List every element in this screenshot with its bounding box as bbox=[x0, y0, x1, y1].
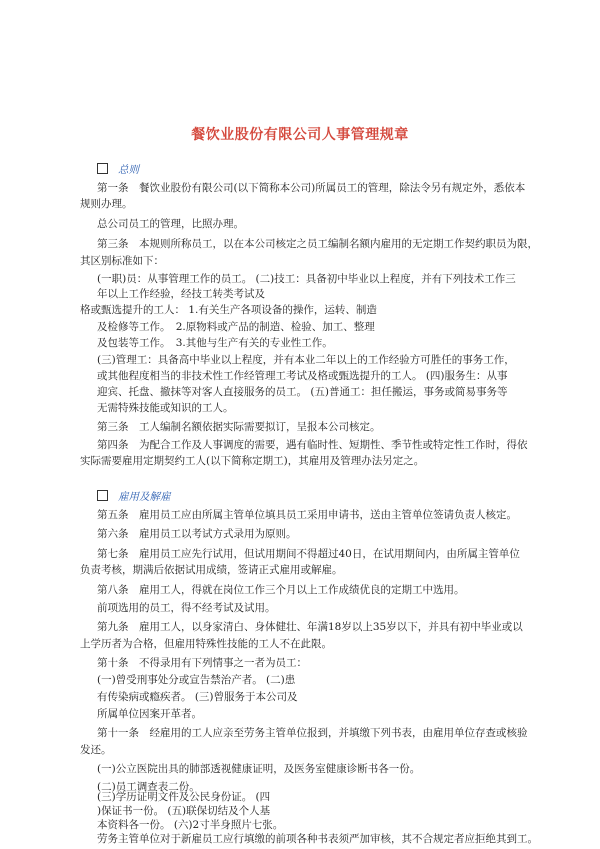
paragraph-line-overflow: 劳务主管单位对于新雇员工应行填缴的前项各种书表须严加审核，其不合规定者应拒绝其到工。 bbox=[97, 833, 538, 845]
paragraph-line: 第三条 本规则所称员工，以在本公司核定之员工编制名额内雇用的无定期工作契约职员为限， bbox=[97, 238, 538, 250]
paragraph-line: 上学历者为合格，但雇用特殊性技能的工人不在此限。 bbox=[80, 638, 332, 650]
paragraph-line: 迎宾、托盘、撤抹等对客人直接服务的员工。 (五)普通工：担任搬运，事务或简易事务等 bbox=[97, 386, 508, 398]
paragraph-line: 发还。 bbox=[80, 744, 112, 756]
paragraph-line: (三)学历证明文件及公民身份证。 (四 bbox=[97, 791, 271, 803]
checkbox-icon bbox=[97, 490, 108, 501]
paragraph-line: 有传染病或瘾疾者。 (三)曾服务于本公司及 bbox=[97, 691, 298, 703]
paragraph-line: (一职)员：从事管理工作的员工。 (二)技工：具备初中毕业以上程度，并有下列技术工作三 bbox=[97, 273, 516, 285]
paragraph-line: 第六条 雇用员工以考试方式录用为原则。 bbox=[97, 528, 297, 540]
section-heading-general bbox=[97, 162, 139, 177]
paragraph-line: 其区别标准如下： bbox=[80, 255, 164, 267]
paragraph-line: 第三条 工人编制名额依据实际需要拟订，呈报本公司核定。 bbox=[97, 421, 381, 433]
paragraph-line: 第四条 为配合工作及人事调度的需要，遇有临时性、短期性、季节性或特定性工作时，得依 bbox=[97, 439, 528, 451]
paragraph-line: 第一条 餐饮业股份有限公司(以下简称本公司)所属员工的管理，除法令另有规定外，悉依本 bbox=[97, 182, 526, 194]
paragraph-line: 第五条 雇用员工应由所属主管单位填具员工采用申请书，送由主管单位签请负责人核定。 bbox=[97, 509, 517, 521]
paragraph-line: (三)管理工：具备高中毕业以上程度，并有本业二年以上的工作经验方可胜任的事务工作， bbox=[97, 354, 515, 366]
document-title: 餐饮业股份有限公司人事管理规章 bbox=[191, 127, 409, 143]
paragraph-line: (二)员工调查表二份。 bbox=[97, 781, 200, 793]
section-heading-label: 雇用及解雇 bbox=[118, 491, 171, 503]
checkbox-icon bbox=[97, 163, 108, 174]
paragraph-line: 格或甄选提升的工人： 1.有关生产各项设备的操作，运转、制造 bbox=[80, 304, 377, 316]
paragraph-line: 总公司员工的管理，比照办理。 bbox=[97, 218, 244, 230]
paragraph-line: 本资料各一份。 (六)2寸半身照片七张。 bbox=[97, 819, 284, 831]
paragraph-line: 负责考核，期满后依据试用成绩，签请正式雇用或解雇。 bbox=[80, 564, 343, 576]
paragraph-line: 所属单位因案开革者。 bbox=[97, 708, 202, 720]
paragraph-line: 第八条 雇用工人，得就在岗位工作三个月以上工作成绩优良的定期工中选用。 bbox=[97, 584, 465, 596]
paragraph-line: 无需特殊技能或知识的工人。 bbox=[97, 402, 234, 414]
paragraph-line: 及包装等工作。 3.其他与生产有关的专业性工作。 bbox=[97, 337, 333, 349]
paragraph-line: 第十条 不得录用有下列情事之一者为员工： bbox=[97, 657, 307, 669]
paragraph-line: )保证书一份。 (五)联保切结及个人基 bbox=[97, 805, 271, 817]
section-heading-label: 总则 bbox=[118, 164, 139, 176]
paragraph-line: 实际需要雇用定期契约工人(以下简称定期工)，其雇用及管理办法另定之。 bbox=[80, 455, 425, 467]
paragraph-line: 第七条 雇用员工应先行试用，但试用期间不得超过40日，在试用期间内，由所属主管单位 bbox=[97, 548, 520, 560]
paragraph-line: 规则办理。 bbox=[80, 198, 133, 210]
paragraph-line: 第十一条 经雇用的工人应亲至劳务主管单位报到，并填缴下列书表，由雇用单位存查或核验 bbox=[97, 727, 528, 739]
section-heading-hiring bbox=[97, 489, 171, 504]
paragraph-line: (一)曾受刑事处分或宣告禁治产者。 (二)患 bbox=[97, 674, 296, 686]
paragraph-line: 第九条 雇用工人，以身家清白、身体健壮、年满18岁以上35岁以下，并具有初中毕业或以 bbox=[97, 621, 523, 633]
paragraph-line: (一)公立医院出具的肺部透视健康证明，及医务室健康诊断书各一份。 bbox=[97, 763, 421, 775]
paragraph-line: 年以上工作经验，经技工转类考试及 bbox=[97, 288, 265, 300]
paragraph-line: 前项选用的员工，得不经考试及试用。 bbox=[97, 602, 276, 614]
paragraph-line: 及检修等工作。 2.原物料或产品的制造、检验、加工、整理 bbox=[97, 321, 375, 333]
paragraph-line: 或其他程度相当的非技术性工作经管理工考试及格或甄选提升的工人。 (四)服务生：从事 bbox=[97, 370, 508, 382]
